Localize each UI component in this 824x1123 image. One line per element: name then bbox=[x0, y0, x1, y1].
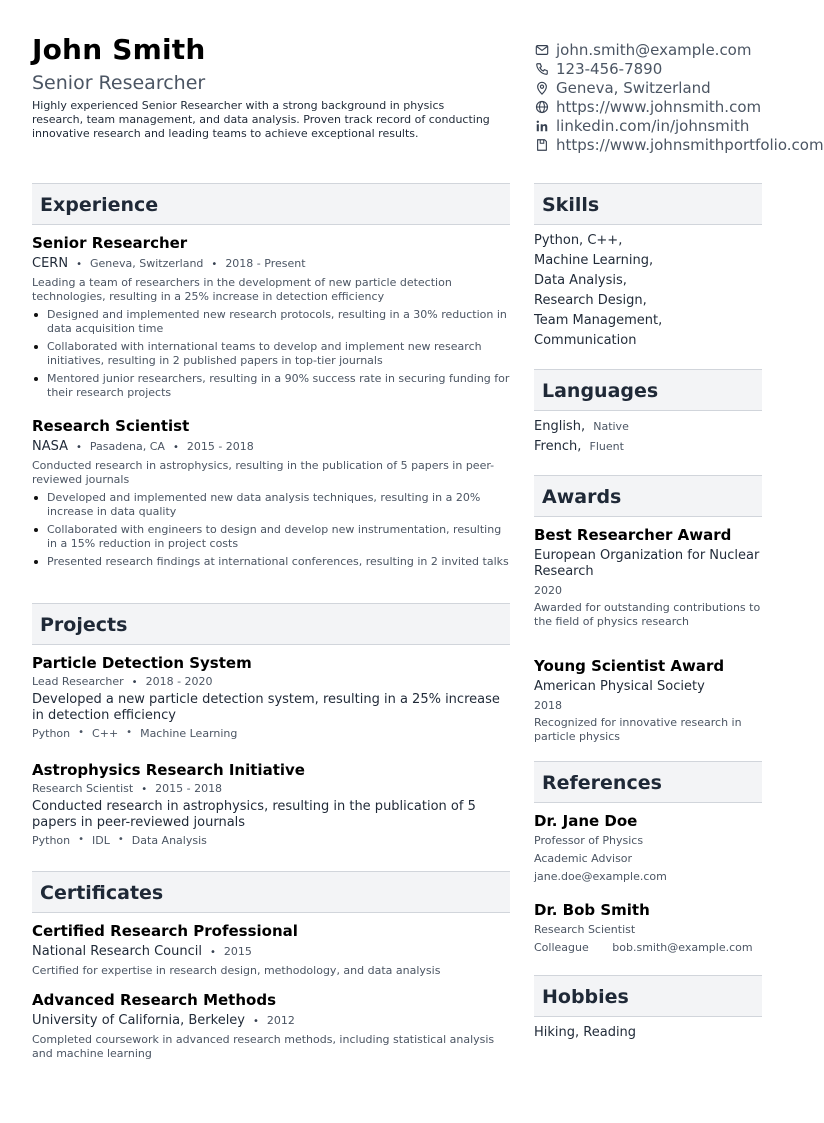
awards-section-header bbox=[534, 475, 762, 517]
certificate-meta bbox=[32, 1013, 510, 1028]
mail-icon bbox=[534, 42, 549, 57]
separator-dot: • bbox=[117, 834, 124, 845]
list-item: Presented research findings at international conferences, resulting in 2 invited talks bbox=[32, 555, 510, 569]
skill-item: Data Analysis, bbox=[534, 273, 627, 288]
skills-section-header bbox=[534, 183, 762, 225]
separator-dot: • bbox=[78, 834, 85, 845]
job-summary: Conducted research in astrophysics, resulting in the publication of 5 papers in peer-reviewed journals bbox=[32, 459, 495, 486]
award-entry bbox=[534, 657, 762, 744]
keyword-tag: C++ bbox=[92, 727, 119, 740]
job-summary: Leading a team of researchers in the development of new particle detection technologies, resulting in a 25% increase in detection efficiency bbox=[32, 276, 452, 303]
job-meta bbox=[32, 256, 510, 271]
language-name: English, bbox=[534, 419, 586, 434]
job-company: CERN bbox=[32, 256, 69, 271]
experience-entry bbox=[32, 417, 510, 573]
project-meta bbox=[32, 782, 510, 795]
award-summary: Awarded for outstanding contributions to the field of physics research bbox=[534, 601, 761, 628]
contact-website-text: https://www.johnsmith.com bbox=[556, 97, 762, 116]
award-year: 2018 bbox=[534, 699, 562, 712]
project-meta bbox=[32, 675, 510, 688]
separator-dot: • bbox=[172, 442, 179, 453]
job-location: Pasadena, CA bbox=[89, 440, 165, 453]
languages-section-header bbox=[534, 369, 762, 411]
list-item: Mentored junior researchers, resulting in a 90% success rate in securing funding for their research projects bbox=[32, 372, 510, 400]
keyword-tag: Python bbox=[32, 727, 71, 740]
job-dates: 2015 - 2018 bbox=[186, 440, 254, 453]
language-fluency: Native bbox=[593, 420, 629, 433]
project-role: Research Scientist bbox=[32, 782, 134, 795]
hobbies-list: Hiking, Reading bbox=[534, 1025, 637, 1040]
certificate-name: Certified Research Professional bbox=[32, 922, 298, 940]
award-summary: Recognized for innovative research in particle physics bbox=[534, 716, 742, 743]
contact-portfolio[interactable] bbox=[534, 135, 824, 154]
hobbies-heading: Hobbies bbox=[542, 986, 629, 1008]
reference-email[interactable]: bob.smith@example.com bbox=[612, 941, 753, 954]
keyword-tag: IDL bbox=[92, 834, 110, 847]
separator-dot: • bbox=[76, 442, 82, 453]
reference-position: Professor of Physics bbox=[534, 834, 644, 847]
skill-item: Research Design, bbox=[534, 293, 647, 308]
experience-section-header bbox=[32, 183, 510, 225]
experience-entry bbox=[32, 234, 510, 404]
candidate-title: Senior Researcher bbox=[32, 72, 206, 94]
separator-dot: • bbox=[76, 259, 82, 270]
skill-item: Python, C++, bbox=[534, 233, 623, 248]
reference-position: Research Scientist bbox=[534, 923, 636, 936]
certificate-meta bbox=[32, 944, 510, 959]
project-keywords bbox=[32, 834, 510, 847]
reference-relationship: Academic Advisor bbox=[534, 852, 633, 865]
contact-email[interactable] bbox=[534, 40, 794, 59]
projects-section-header bbox=[32, 603, 510, 645]
skills-heading: Skills bbox=[542, 194, 600, 216]
project-dates: 2018 - 2020 bbox=[145, 675, 213, 688]
phone-icon bbox=[534, 61, 549, 76]
contact-location-text: Geneva, Switzerland bbox=[556, 78, 711, 97]
separator-dot: • bbox=[78, 727, 85, 738]
project-entry bbox=[32, 761, 510, 847]
skill-item: Machine Learning, bbox=[534, 253, 654, 268]
certificate-description: Completed coursework in advanced research methods, including statistical analysis and machine learning bbox=[32, 1033, 495, 1060]
project-dates: 2015 - 2018 bbox=[155, 782, 223, 795]
certificate-description: Certified for expertise in research design, methodology, and data analysis bbox=[32, 964, 441, 977]
award-title: Young Scientist Award bbox=[534, 657, 725, 675]
skills-list bbox=[534, 231, 762, 351]
contact-phone[interactable] bbox=[534, 59, 794, 78]
contact-email-text: john.smith@example.com bbox=[556, 40, 752, 59]
separator-dot: • bbox=[253, 1016, 259, 1027]
certificate-entry bbox=[32, 922, 510, 978]
project-keywords bbox=[32, 727, 510, 740]
reference-name: Dr. Bob Smith bbox=[534, 901, 650, 919]
reference-name: Dr. Jane Doe bbox=[534, 812, 638, 830]
list-item: Collaborated with engineers to design and develop new instrumentation, resulting in a 15% reduction in project costs bbox=[32, 523, 510, 551]
keyword-tag: Python bbox=[32, 834, 71, 847]
keyword-tag: Data Analysis bbox=[131, 834, 207, 847]
job-location: Geneva, Switzerland bbox=[89, 257, 204, 270]
project-description: Developed a new particle detection system, resulting in a 25% increase in detection efficiency bbox=[32, 692, 500, 723]
skill-item: Communication bbox=[534, 333, 637, 348]
portfolio-icon bbox=[534, 137, 549, 152]
reference-contact-row bbox=[534, 939, 762, 957]
certificate-entry bbox=[32, 991, 510, 1061]
certificate-issuer: National Research Council bbox=[32, 944, 202, 959]
candidate-name: John Smith bbox=[32, 33, 206, 66]
reference-relationship: Colleague bbox=[534, 941, 589, 954]
reference-email[interactable]: jane.doe@example.com bbox=[534, 870, 667, 883]
contact-phone-text: 123-456-7890 bbox=[556, 59, 663, 78]
contact-portfolio-text: https://www.johnsmithportfolio.com bbox=[556, 135, 824, 154]
languages-list bbox=[534, 417, 762, 457]
globe-icon bbox=[534, 99, 549, 114]
separator-dot: • bbox=[209, 947, 216, 958]
job-highlights bbox=[32, 491, 510, 569]
project-entry bbox=[32, 654, 510, 740]
hobbies-section-header bbox=[534, 975, 762, 1017]
contact-linkedin[interactable] bbox=[534, 116, 794, 135]
contact-website[interactable] bbox=[534, 97, 794, 116]
language-name: French, bbox=[534, 439, 582, 454]
award-awarder: American Physical Society bbox=[534, 679, 705, 694]
projects-heading: Projects bbox=[40, 614, 128, 636]
separator-dot: • bbox=[141, 784, 148, 795]
reference-entry bbox=[534, 812, 762, 886]
award-entry bbox=[534, 526, 762, 629]
list-item: Collaborated with international teams to develop and implement new research initiatives, resulting in 2 published papers in top-tier journals bbox=[32, 340, 510, 368]
skill-item: Team Management, bbox=[534, 313, 663, 328]
project-name: Astrophysics Research Initiative bbox=[32, 761, 305, 779]
list-item: Designed and implemented new research protocols, resulting in a 30% reduction in data acquisition time bbox=[32, 308, 510, 336]
language-item bbox=[534, 417, 762, 437]
award-year: 2020 bbox=[534, 584, 562, 597]
job-meta bbox=[32, 439, 510, 454]
linkedin-icon bbox=[534, 118, 549, 133]
list-item: Developed and implemented new data analysis techniques, resulting in a 20% increase in data quality bbox=[32, 491, 510, 519]
project-description: Conducted research in astrophysics, resulting in the publication of 5 papers in peer-reviewed journals bbox=[32, 799, 476, 830]
language-fluency: Fluent bbox=[589, 440, 624, 453]
job-position: Senior Researcher bbox=[32, 234, 188, 252]
project-role: Lead Researcher bbox=[32, 675, 124, 688]
reference-entry bbox=[534, 901, 762, 957]
certificate-year: 2015 bbox=[223, 945, 252, 958]
award-title: Best Researcher Award bbox=[534, 526, 732, 544]
language-item bbox=[534, 437, 762, 457]
location-pin-icon bbox=[534, 80, 549, 95]
profile-summary: Highly experienced Senior Researcher with a strong background in physics research, team management, and data analysis. Proven track record of conducting innovative research and leading teams to achieve exceptional results. bbox=[32, 99, 490, 140]
certificate-name: Advanced Research Methods bbox=[32, 991, 277, 1009]
separator-dot: • bbox=[131, 677, 138, 688]
project-name: Particle Detection System bbox=[32, 654, 252, 672]
job-position: Research Scientist bbox=[32, 417, 190, 435]
contact-linkedin-text: linkedin.com/in/johnsmith bbox=[556, 116, 750, 135]
languages-heading: Languages bbox=[542, 380, 659, 402]
job-dates: 2018 - Present bbox=[225, 257, 306, 270]
certificate-year: 2012 bbox=[266, 1014, 295, 1027]
job-company: NASA bbox=[32, 439, 69, 454]
contact-location bbox=[534, 78, 794, 97]
contact-list bbox=[534, 40, 824, 154]
certificates-heading: Certificates bbox=[40, 882, 164, 904]
separator-dot: • bbox=[211, 259, 218, 270]
references-heading: References bbox=[542, 772, 662, 794]
certificates-section-header bbox=[32, 871, 510, 913]
award-awarder: European Organization for Nuclear Research bbox=[534, 548, 760, 579]
certificate-issuer: University of California, Berkeley bbox=[32, 1013, 245, 1028]
awards-heading: Awards bbox=[542, 486, 622, 508]
separator-dot: • bbox=[126, 727, 133, 738]
experience-heading: Experience bbox=[40, 194, 159, 216]
keyword-tag: Machine Learning bbox=[140, 727, 238, 740]
job-highlights bbox=[32, 308, 510, 400]
references-section-header bbox=[534, 761, 762, 803]
